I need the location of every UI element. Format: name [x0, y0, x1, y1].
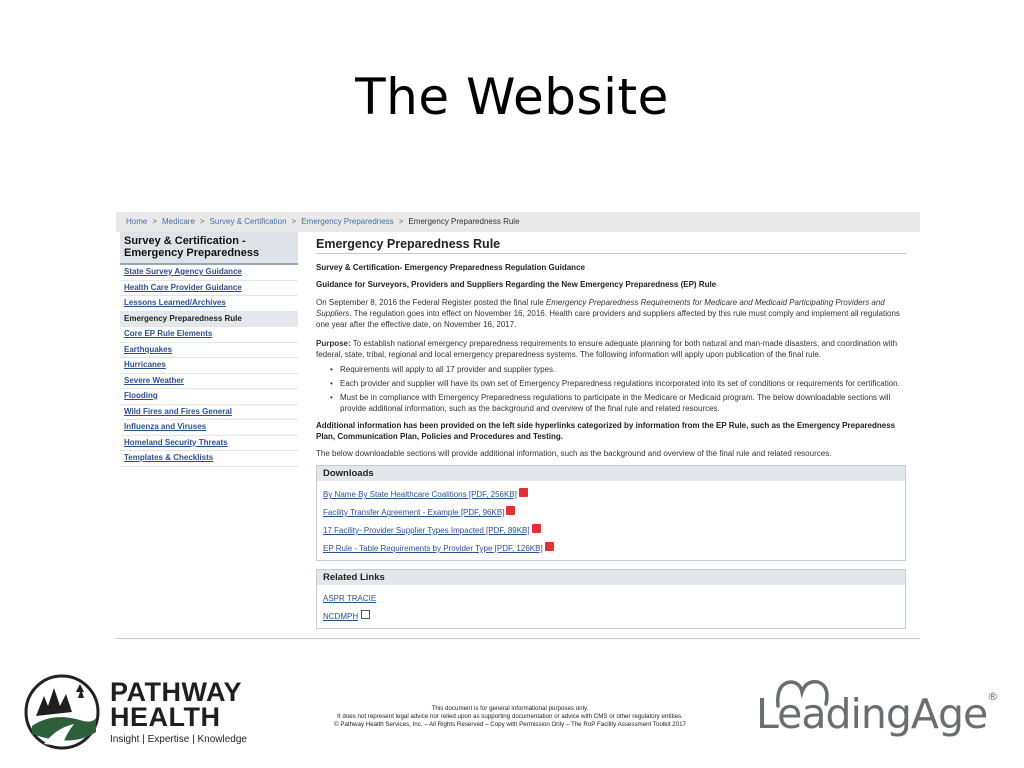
- intro-text-b: . The regulation goes into effect on November 16, 2016. Health care providers and suppliers affected by this rule must comply and implement all regulations one year after the effective date, on November 16, 2017.: [316, 309, 900, 329]
- related-link[interactable]: ASPR TRACIE: [323, 594, 377, 603]
- breadcrumb-survey-certification[interactable]: Survey & Certification: [209, 217, 287, 226]
- leadingage-text: LeadingAge: [756, 690, 988, 738]
- sidebar-item-label[interactable]: Hurricanes: [124, 360, 166, 369]
- sidebar: [120, 232, 298, 467]
- breadcrumb-separator: >: [398, 217, 404, 226]
- external-link-icon: [361, 610, 370, 619]
- sidebar-item-label[interactable]: Severe Weather: [124, 375, 184, 385]
- disclaimer: [300, 705, 720, 729]
- downloads-list: [317, 481, 905, 560]
- sidebar-item-label[interactable]: Influenza and Viruses: [124, 422, 207, 431]
- intro-paragraph: [316, 297, 906, 330]
- sidebar-item-lessons-learned[interactable]: [120, 296, 298, 312]
- breadcrumb-current: Emergency Preparedness Rule: [408, 217, 520, 226]
- download-item: [323, 520, 899, 538]
- pathway-line1: PATHWAY: [110, 677, 243, 707]
- pdf-icon: [532, 524, 541, 533]
- intro-rule-title: Emergency Preparedness Requirements for Medicare and Medicaid Participating Providers and Suppliers: [316, 298, 885, 318]
- download-link[interactable]: Facility Transfer Agreement - Example [PDF, 96KB]: [323, 508, 505, 517]
- sidebar-item-earthquakes[interactable]: [120, 343, 298, 359]
- sidebar-heading-line2: Emergency Preparedness: [124, 247, 260, 259]
- breadcrumb-home[interactable]: Home: [126, 217, 148, 226]
- subheading-guidance: Survey & Certification- Emergency Preparedness Regulation Guidance: [316, 263, 585, 272]
- related-link-item: [323, 588, 899, 606]
- sidebar-item-influenza[interactable]: [120, 420, 298, 436]
- related-links-list: [317, 585, 905, 628]
- sidebar-item-label: Emergency Preparedness Rule: [124, 313, 242, 323]
- downloads-heading: Downloads: [317, 466, 905, 481]
- sidebar-item-homeland-security[interactable]: [120, 436, 298, 452]
- sidebar-item-provider-guidance[interactable]: [120, 281, 298, 297]
- purpose-paragraph: [316, 338, 906, 360]
- related-links-heading: Related Links: [317, 570, 905, 585]
- download-link[interactable]: 17 Facility- Provider Supplier Types Impacted [PDF, 89KB]: [323, 526, 530, 535]
- downloads-box: [316, 465, 906, 561]
- download-item: [323, 484, 899, 502]
- pathway-health-logo: [22, 672, 254, 752]
- pathway-emblem-icon: [22, 672, 106, 752]
- website-screenshot: [116, 212, 920, 639]
- sidebar-item-hurricanes[interactable]: [120, 358, 298, 374]
- intro-text-a: On September 8, 2016 the Federal Register posted the final rule: [316, 298, 546, 307]
- pathway-wordmark: [110, 677, 243, 732]
- sidebar-item-label[interactable]: Wild Fires and Fires General: [124, 406, 232, 416]
- additional-info: Additional information has been provided on the left side hyperlinks categorized by information from the EP Rule, such as the Emergency Preparedness Plan, Communication Plan, Policies and Procedures and Testing.: [316, 421, 896, 441]
- download-link[interactable]: EP Rule - Table Requirements by Provider Type [PDF, 126KB]: [323, 544, 543, 553]
- download-item: [323, 538, 899, 556]
- download-item: [323, 502, 899, 520]
- purpose-label: Purpose:: [316, 339, 351, 348]
- pdf-icon: [519, 488, 528, 497]
- sidebar-item-templates[interactable]: [120, 451, 298, 467]
- list-item: • Must be in compliance with Emergency Preparedness regulations to participate in the Medicare or Medicaid program. The below downloadable sections will provide additional information, such as the background and overview of the final rule and related resources.: [330, 392, 906, 414]
- sidebar-item-flooding[interactable]: [120, 389, 298, 405]
- sidebar-item-label[interactable]: Earthquakes: [124, 344, 173, 354]
- breadcrumb-emergency-preparedness[interactable]: Emergency Preparedness: [301, 217, 394, 226]
- sidebar-item-label[interactable]: Flooding: [124, 391, 158, 400]
- related-link-item: [323, 606, 899, 624]
- leadingage-wordmark: [756, 690, 997, 738]
- purpose-text: To establish national emergency preparedness requirements to ensure adequate planning for both natural and man-made disasters, and coordination with federal, state, tribal, regional and local emergency preparedness systems. The following information will apply upon publication of the final rule.: [316, 339, 898, 359]
- pdf-icon: [506, 506, 515, 515]
- related-link[interactable]: NCDMPH: [323, 612, 359, 621]
- disclaimer-line3: © Pathway Health Services, Inc. – All Rights Reserved – Copy with Permission Only – The RoP Facility Assessment Toolkit 2017: [334, 721, 686, 728]
- sidebar-item-severe-weather[interactable]: [120, 374, 298, 390]
- sidebar-item-label[interactable]: Homeland Security Threats: [124, 437, 228, 447]
- pdf-icon: [545, 542, 554, 551]
- pathway-tagline: Insight | Expertise | Knowledge: [110, 734, 247, 745]
- sidebar-item-wild-fires[interactable]: [120, 405, 298, 421]
- list-item: • Requirements will apply to all 17 provider and supplier types.: [330, 364, 906, 375]
- breadcrumb-separator: >: [291, 217, 297, 226]
- disclaimer-line1: This document is for general informational purposes only.: [431, 705, 589, 712]
- sidebar-item-label[interactable]: Lessons Learned/Archives: [124, 298, 226, 307]
- sidebar-item-label[interactable]: State Survey Agency Guidance: [124, 267, 242, 276]
- download-link[interactable]: By Name By State Healthcare Coalitions [PDF, 256KB]: [323, 490, 517, 499]
- sidebar-item-label[interactable]: Health Care Provider Guidance: [124, 282, 242, 292]
- list-item: • Each provider and supplier will have its own set of Emergency Preparedness regulations incorporated into its set of conditions or requirements for certification.: [330, 378, 906, 389]
- sidebar-item-label[interactable]: Core EP Rule Elements: [124, 329, 213, 338]
- breadcrumb-separator: >: [152, 217, 158, 226]
- page-heading: Emergency Preparedness Rule: [316, 237, 906, 254]
- requirements-list: [316, 364, 906, 414]
- sidebar-item-label[interactable]: Templates & Checklists: [124, 453, 214, 462]
- sidebar-heading: [120, 232, 298, 265]
- below-paragraph: The below downloadable sections will provide additional information, such as the background and overview of the final rule and related resources.: [316, 449, 832, 458]
- disclaimer-line2: It does not represent legal advice nor relied upon as supporting documentation or advice with CMS or other regulatory entities.: [337, 713, 683, 720]
- sidebar-heading-line1: Survey & Certification -: [124, 235, 246, 247]
- breadcrumb-separator: >: [199, 217, 205, 226]
- breadcrumb-medicare[interactable]: Medicare: [162, 217, 195, 226]
- sidebar-item-core-elements[interactable]: [120, 327, 298, 343]
- pathway-line2: HEALTH: [110, 702, 221, 732]
- slide-title: The Website: [355, 68, 669, 126]
- registered-mark: ®: [987, 690, 998, 703]
- breadcrumb: [116, 212, 920, 232]
- sidebar-item-state-survey[interactable]: [120, 265, 298, 281]
- subheading-surveyors: Guidance for Surveyors, Providers and Suppliers Regarding the New Emergency Preparedness (EP) Rule: [316, 280, 717, 289]
- main-content: [316, 234, 906, 629]
- related-links-box: [316, 569, 906, 629]
- sidebar-item-ep-rule[interactable]: [120, 312, 298, 328]
- leadingage-logo: [752, 676, 1006, 750]
